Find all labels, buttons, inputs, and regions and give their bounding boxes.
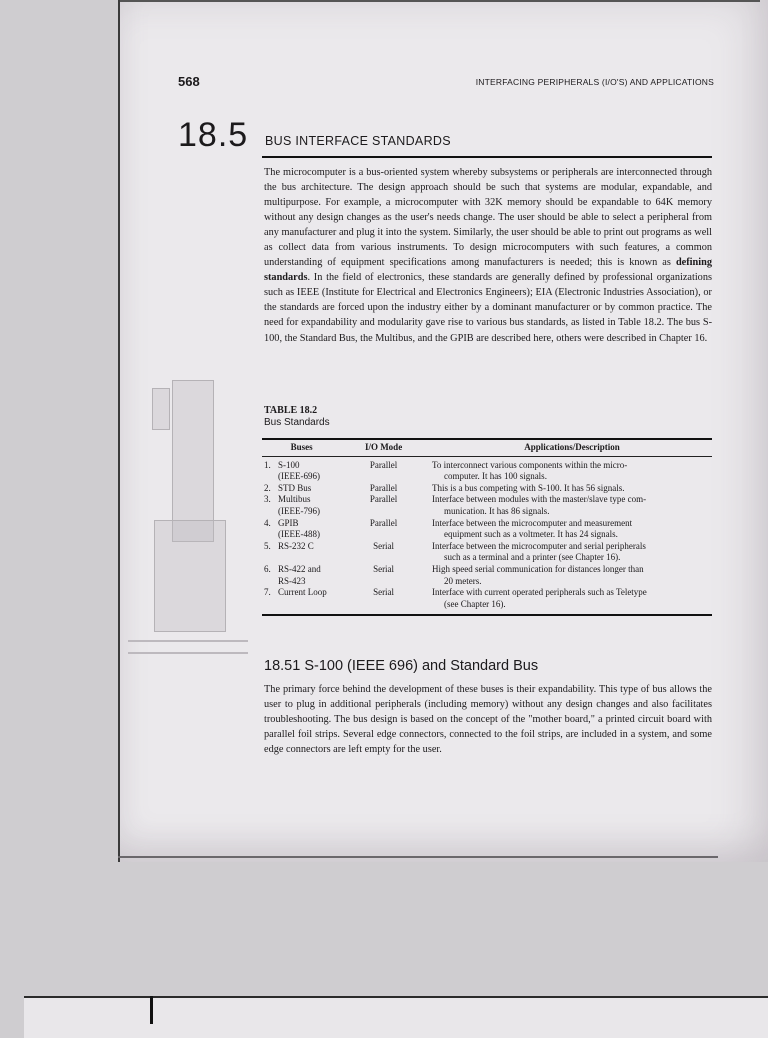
description: Interface between the microcomputer and serial peripherals [431, 540, 646, 551]
io-mode: Parallel [369, 494, 398, 505]
io-mode: Parallel [369, 517, 398, 528]
description-continued: munication. It has 86 signals. [443, 505, 550, 516]
io-mode: Serial [373, 540, 395, 551]
bus-name: Current Loop [278, 587, 327, 598]
bus-name: RS-232 C [278, 540, 314, 551]
header-io-mode: I/O Mode [364, 442, 403, 452]
lower-page-mark [150, 996, 153, 1024]
table-row [262, 518, 712, 541]
row-index: 5. [264, 540, 271, 551]
intro-text: The microcomputer is a bus-oriented system whereby subsystems or peripherals are interconnected through the bus architecture. The design approach should be such that systems are modular, expandable, and multipurpose. For example, a microcomputer with 32K memory should be expandable to 64K memory without any design changes as the user's needs change. The user should be able to select a peripheral from any manufacturer and plug it into the system. Similarly, the user should be able to print out programs as well as collect data from various instruments. To design microcomputers with such features, a common understanding of equipment specifications among manufacturers is needed; this is known as [264, 167, 712, 269]
section-number: 18.5 [178, 116, 249, 154]
io-mode: Parallel [369, 459, 398, 470]
table-row [262, 483, 712, 495]
description: High speed serial communication for distances longer than [431, 563, 644, 574]
section-title: BUS INTERFACE STANDARDS [265, 134, 451, 148]
description-continued: 20 meters. [443, 575, 482, 586]
row-index: 4. [264, 517, 271, 528]
header-description: Applications/Description [524, 442, 620, 452]
description: Interface between modules with the master/slave type com- [431, 494, 647, 505]
description-continued: computer. It has 100 signals. [443, 471, 547, 482]
header-buses: Buses [290, 442, 313, 452]
table-row [262, 564, 712, 587]
row-index: 7. [264, 587, 271, 598]
row-index: 2. [264, 482, 271, 493]
bleed-through-mark [154, 520, 226, 632]
subsection-paragraph: The primary force behind the development of these buses is their expandability. This type of bus allows the user to plug in additional peripherals (including memory) without any design changes and also facilitates troubleshooting. The bus design is based on the concept of the "mother board," a printed circuit board with parallel foil strips. Several edge connectors, connected to the foil strips, are included in a system, and some edge connectors are left empty for the user. [264, 684, 712, 755]
section-rule [262, 156, 712, 158]
bus-standard: (IEEE-796) [278, 505, 320, 516]
row-index: 3. [264, 494, 271, 505]
table-bottom-rule [262, 614, 712, 616]
page-top-edge [120, 0, 760, 2]
io-mode: Serial [373, 587, 395, 598]
table-row [262, 494, 712, 517]
table-row [262, 587, 712, 610]
row-index: 6. [264, 563, 271, 574]
table-subtitle: Bus Standards [264, 417, 330, 428]
bleed-through-mark [128, 652, 248, 654]
bleed-through-mark [172, 380, 214, 542]
bleed-through-mark [152, 388, 170, 430]
bleed-through-mark [128, 640, 248, 642]
bus-name: RS-422 and [278, 563, 321, 574]
bus-standard: (IEEE-696) [278, 471, 320, 482]
table-label: TABLE 18.2 [264, 405, 318, 416]
lower-page-sheet [24, 996, 768, 1038]
running-head-title: INTERFACING PERIPHERALS (I/O'S) AND APPLICATIONS [475, 77, 714, 87]
bus-standard: (IEEE-488) [278, 529, 320, 540]
intro-paragraph [264, 165, 712, 346]
bus-name: S-100 [278, 459, 300, 470]
description-continued: (see Chapter 16). [443, 598, 506, 609]
bus-name: Multibus [278, 494, 311, 505]
bus-name: STD Bus [278, 482, 312, 493]
page-bottom-edge [118, 856, 718, 858]
bus-name: GPIB [278, 517, 299, 528]
bus-standard: RS-423 [278, 575, 306, 586]
running-header [178, 74, 714, 92]
page-number: 568 [178, 74, 200, 89]
io-mode: Serial [373, 563, 395, 574]
intro-text-continued: . In the field of electronics, these standards are generally defined by professional organizations such as IEEE (Institute for Electrical and Electronics Engineers); EIA (Electronic Industries Association), or the standards are forced upon the industry either by a dominant manufacturer or by common practice. The need for expandability and modularity gave rise to various bus standards, as listed in Table 18.2. The bus S-100, the Standard Bus, the Multibus, and the GPIB are described here, others were described in Chapter 16. [264, 272, 712, 344]
table-caption [264, 405, 330, 428]
subsection-title: 18.51 S-100 (IEEE 696) and Standard Bus [264, 658, 539, 674]
row-index: 1. [264, 459, 271, 470]
bus-standards-table [262, 438, 712, 616]
table-row [262, 457, 712, 483]
description-continued: such as a terminal and a printer (see Chapter 16). [443, 552, 621, 563]
description: This is a bus competing with S-100. It has 56 signals. [431, 482, 625, 493]
description: To interconnect various components within the micro- [431, 459, 628, 470]
defining-standards-term: defining standards [264, 257, 713, 284]
description-continued: equipment such as a voltmeter. It has 24 signals. [443, 529, 618, 540]
description: Interface with current operated peripherals such as Teletype [431, 587, 647, 598]
description: Interface between the microcomputer and measurement [431, 517, 633, 528]
table-row [262, 541, 712, 564]
io-mode: Parallel [369, 482, 398, 493]
